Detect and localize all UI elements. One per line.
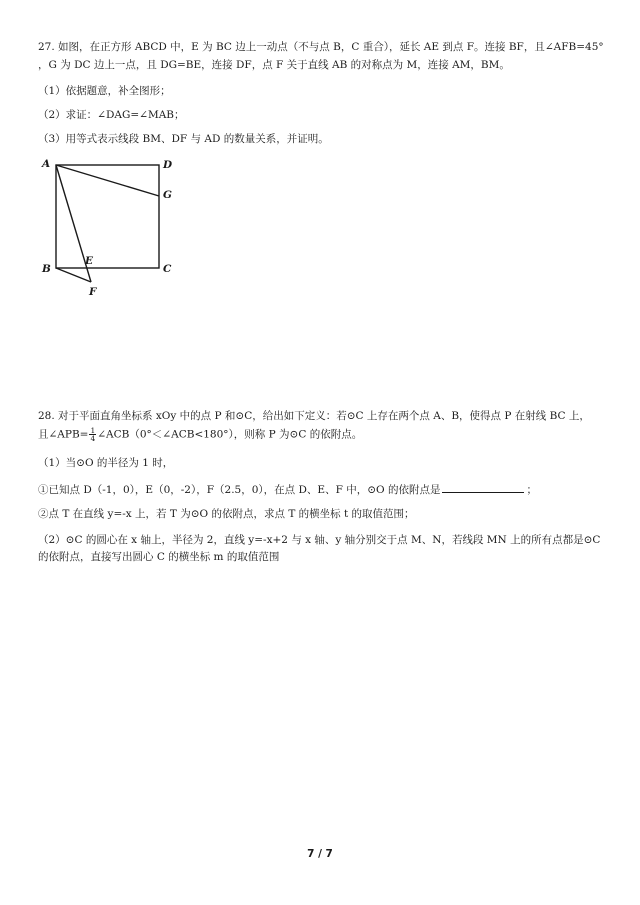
q28-sub2: ②点 T 在直线 y=-x 上，若 T 为⊙O 的依附点，求点 T 的横坐标 t 的取值范围； <box>38 508 415 520</box>
q28-part2-line2: 的依附点，直接写出圆心 C 的横坐标 m 的取值范围 <box>38 551 280 563</box>
label-g: G <box>163 189 172 201</box>
segment-bf <box>56 268 91 282</box>
q28-stem-line2 <box>38 427 362 442</box>
fraction-denominator: 4 <box>90 434 96 443</box>
q28-line2-post: ∠ACB（0°＜∠ACB<180°），则称 P 为⊙C 的依附点。 <box>97 428 363 441</box>
label-d: D <box>163 159 173 171</box>
label-c: C <box>163 263 172 275</box>
q28-part1: （1）当⊙O 的半径为 1 时， <box>38 457 174 469</box>
q28-stem-line1: 28. 对于平面直角坐标系 xOy 中的点 P 和⊙C，给出如下定义：若⊙C 上存在两个点 A、B，使得点 P 在射线 BC 上， <box>38 410 590 422</box>
q27-part1: （1）依据题意，补全图形； <box>38 85 171 97</box>
label-b: B <box>42 263 51 275</box>
q28-sub1 <box>38 482 537 497</box>
q28-part2-line1: （2）⊙C 的圆心在 x 轴上，半径为 2，直线 y=-x+2 与 x 轴、y 轴分别交于点 M、N，若线段 MN 上的所有点都是⊙C <box>38 534 601 546</box>
page-number: 7 / 7 <box>307 848 333 860</box>
fraction-one-quarter <box>89 427 96 442</box>
q27-part2: （2）求证：∠DAG=∠MAB； <box>38 109 185 121</box>
fraction-numerator: 1 <box>90 426 96 435</box>
q27-part3: （3）用等式表示线段 BM、DF 与 AD 的数量关系，并证明。 <box>38 133 329 145</box>
label-a: A <box>42 158 51 170</box>
q27-stem-line2: ，G 为 DC 边上一点，且 DG=BE，连接 DF，点 F 关于直线 AB 的对称点为 M，连接 AM，BM。 <box>38 59 510 71</box>
geometry-figure <box>38 154 188 304</box>
answer-blank[interactable] <box>442 482 524 493</box>
q28-line2-pre: 且∠APB= <box>38 428 89 441</box>
label-f: F <box>89 286 97 298</box>
q28-sub1-end: ； <box>526 484 537 496</box>
label-e: E <box>85 255 94 267</box>
q28-sub1-text: ①已知点 D（-1，0），E（0，-2），F（2.5，0），在点 D、E、F 中，⊙O 的依附点是 <box>38 484 441 496</box>
segment-ag <box>56 165 159 196</box>
q27-stem-line1: 27. 如图，在正方形 ABCD 中，E 为 BC 边上一动点（不与点 B，C 重合），延长 AE 到点 F。连接 BF，且∠AFB=45° <box>38 41 604 53</box>
